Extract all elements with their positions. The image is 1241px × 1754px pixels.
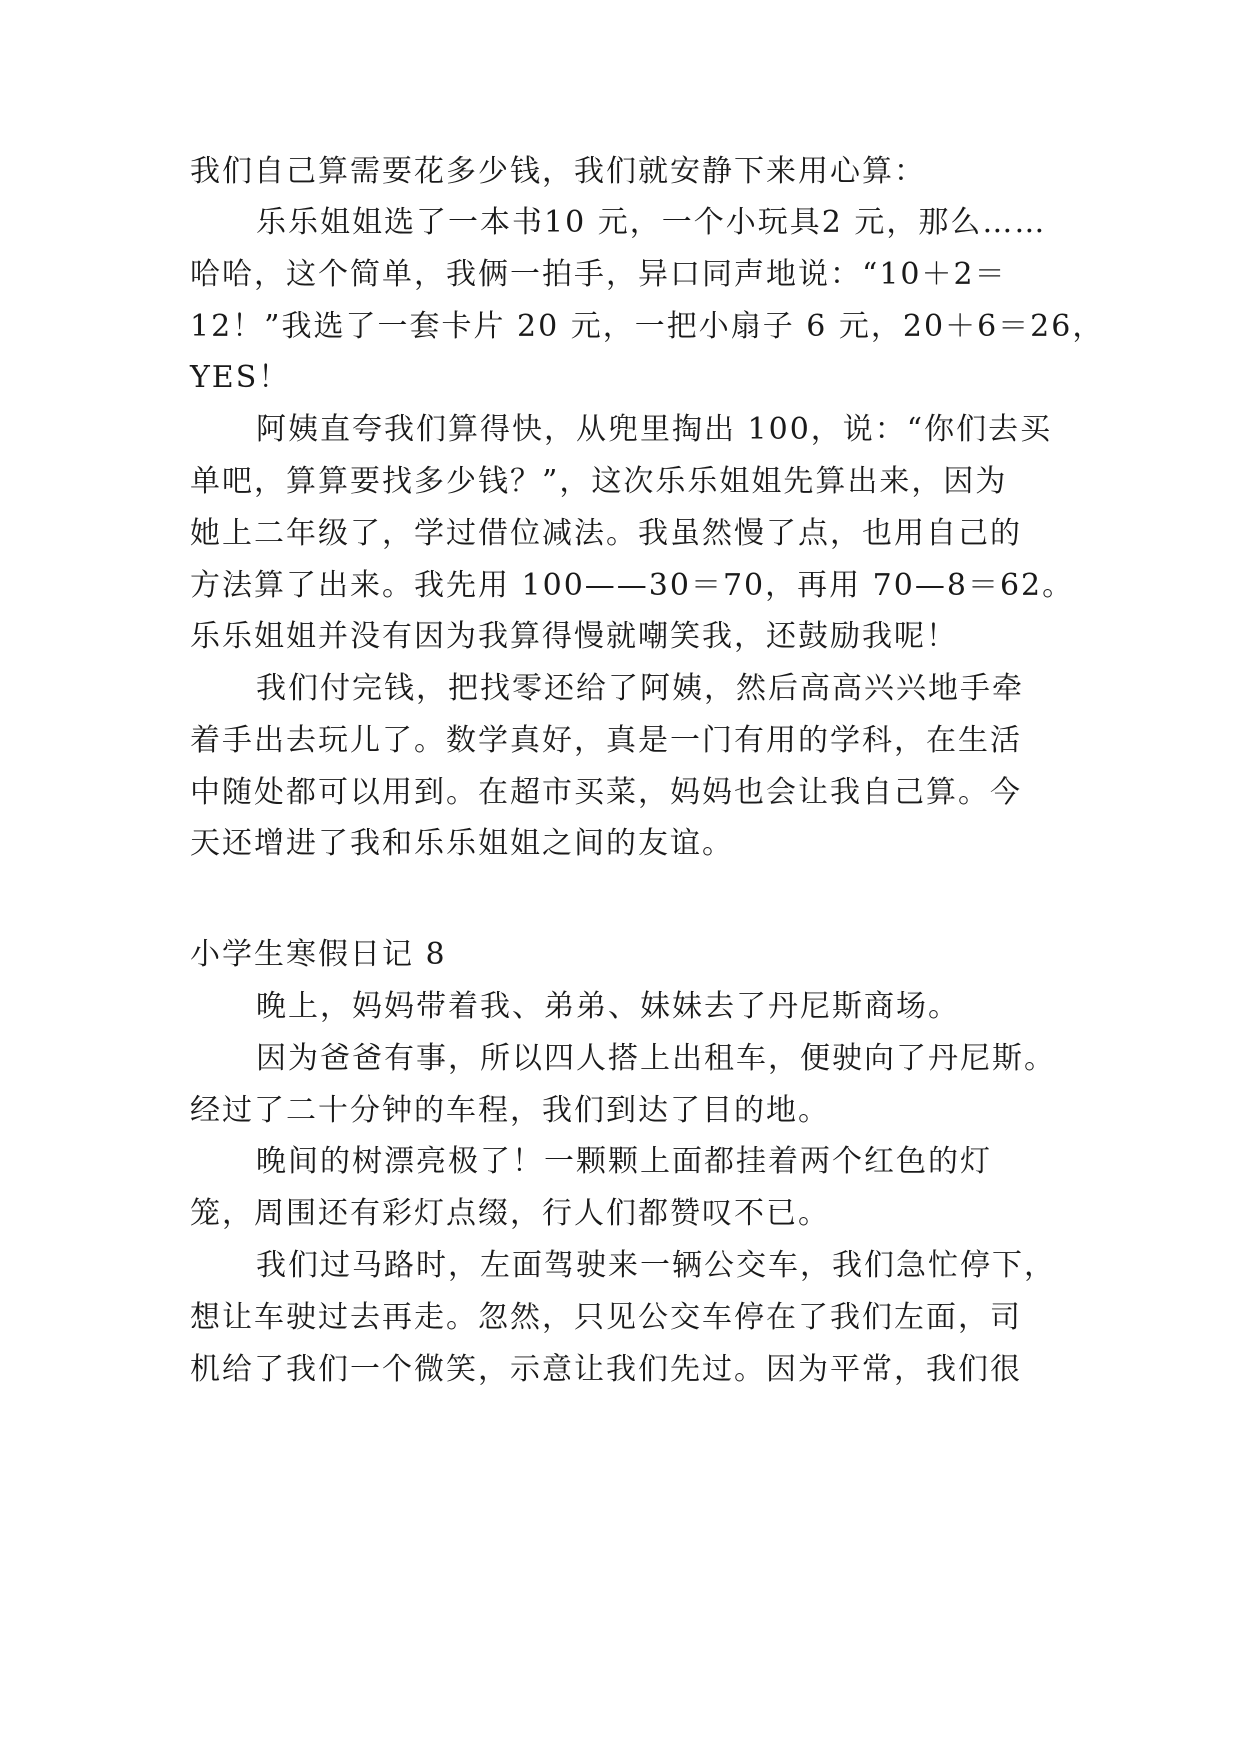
text-line: 笼，周围还有彩灯点缀，行人们都赞叹不已。 [190, 1196, 830, 1231]
text-line: 中随处都可以用到。在超市买菜，妈妈也会让我自己算。今 [190, 775, 1022, 810]
text-line: 想让车驶过去再走。忽然，只见公交车停在了我们左面，司 [190, 1300, 1022, 1335]
text-line: 哈哈，这个简单，我俩一拍手，异口同声地说：“10＋2＝ [190, 257, 1007, 292]
text-line: YES！ [190, 360, 291, 395]
text-line: 晚上，妈妈带着我、弟弟、妹妹去了丹尼斯商场。 [256, 989, 960, 1024]
text-line: 方法算了出来。我先用 100——30＝70，再用 70—8＝62。 [190, 568, 1075, 603]
text-line: 她上二年级了，学过借位减法。我虽然慢了点，也用自己的 [190, 516, 1022, 551]
text-line: 因为爸爸有事，所以四人搭上出租车，便驶向了丹尼斯。 [256, 1041, 1056, 1076]
section-heading: 小学生寒假日记 8 [190, 937, 447, 972]
text-line: 单吧，算算要找多少钱？”，这次乐乐姐姐先算出来，因为 [190, 464, 1008, 499]
text-line: 着手出去玩儿了。数学真好，真是一门有用的学科，在生活 [190, 723, 1022, 758]
text-line: 我们自己算需要花多少钱，我们就安静下来用心算： [190, 154, 926, 189]
text-line: 机给了我们一个微笑，示意让我们先过。因为平常，我们很 [190, 1352, 1022, 1387]
text-line: 我们付完钱，把找零还给了阿姨，然后高高兴兴地手牵 [256, 671, 1024, 706]
text-line: 12！”我选了一套卡片 20 元，一把小扇子 6 元，20＋6＝26， [190, 309, 1105, 344]
text-line: 经过了二十分钟的车程，我们到达了目的地。 [190, 1093, 830, 1128]
text-line: 乐乐姐姐并没有因为我算得慢就嘲笑我，还鼓励我呢！ [190, 619, 958, 654]
text-line: 天还增进了我和乐乐姐姐之间的友谊。 [190, 826, 734, 861]
text-line: 我们过马路时，左面驾驶来一辆公交车，我们急忙停下， [256, 1248, 1056, 1283]
text-line: 晚间的树漂亮极了！一颗颗上面都挂着两个红色的灯 [256, 1144, 992, 1179]
text-line: 阿姨直夸我们算得快，从兜里掏出 100，说：“你们去买 [256, 412, 1053, 447]
text-line: 乐乐姐姐选了一本书10 元，一个小玩具2 元，那么…… [256, 205, 1047, 240]
